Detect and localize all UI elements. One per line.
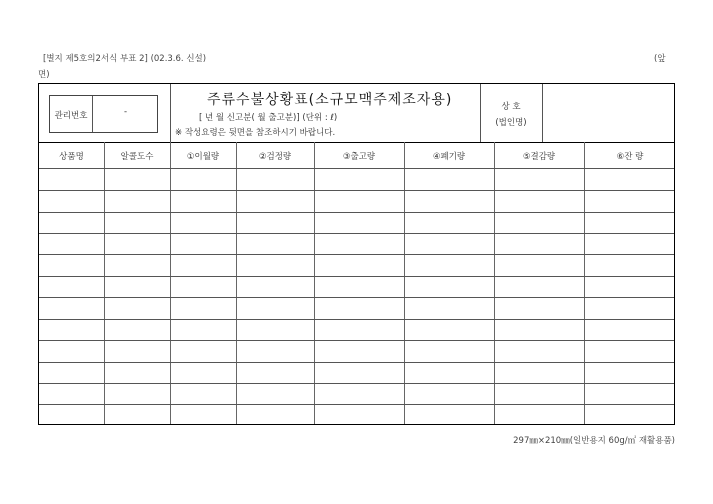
table-row	[39, 297, 674, 298]
company-name-sublabel: (법인명)	[495, 118, 527, 128]
col-header-product: 상품명	[59, 152, 84, 162]
col-header-discarded: ④폐기량	[432, 152, 466, 162]
report-form	[38, 83, 675, 425]
col-header-shipped: ③출고량	[342, 152, 376, 162]
company-name-label: 상 호	[501, 102, 521, 112]
paper-spec: 297㎜×210㎜(일반용지 60g/㎡ 재활용품)	[513, 436, 675, 446]
management-number-label: 관리번호	[54, 111, 88, 121]
table-row	[39, 404, 674, 405]
col-header-shortage: ⑤결감량	[522, 152, 556, 162]
table-row	[39, 190, 674, 191]
table-row	[39, 319, 674, 320]
table-row	[39, 276, 674, 277]
table-row	[39, 340, 674, 341]
side-label-front-a: (앞	[654, 54, 666, 64]
col-header-inspected: ②검정량	[258, 152, 292, 162]
col-header-remaining: ⑥잔 량	[616, 152, 644, 162]
form-reference: [별지 제5호의2서식 부표 2] (02.3.6. 신설)	[43, 54, 207, 64]
table-row	[39, 212, 674, 213]
form-title: 주류수불상황표(소규모맥주제조자용)	[207, 92, 453, 108]
management-number-value: -	[123, 107, 128, 117]
management-number-box	[49, 95, 158, 133]
col-header-carryover: ①이월량	[186, 152, 220, 162]
table-row	[39, 233, 674, 234]
period-line: [ 년 월 신고분( 월 출고분)] (단위 : ℓ)	[199, 113, 338, 123]
table-row	[39, 254, 674, 255]
table-row	[39, 362, 674, 363]
instruction-note: ※ 작성요령은 뒷면을 참조하시기 바랍니다.	[175, 128, 336, 138]
side-label-front-b: 면)	[38, 70, 50, 80]
table-row	[39, 383, 674, 384]
col-header-alcohol: 알콜도수	[120, 152, 154, 162]
